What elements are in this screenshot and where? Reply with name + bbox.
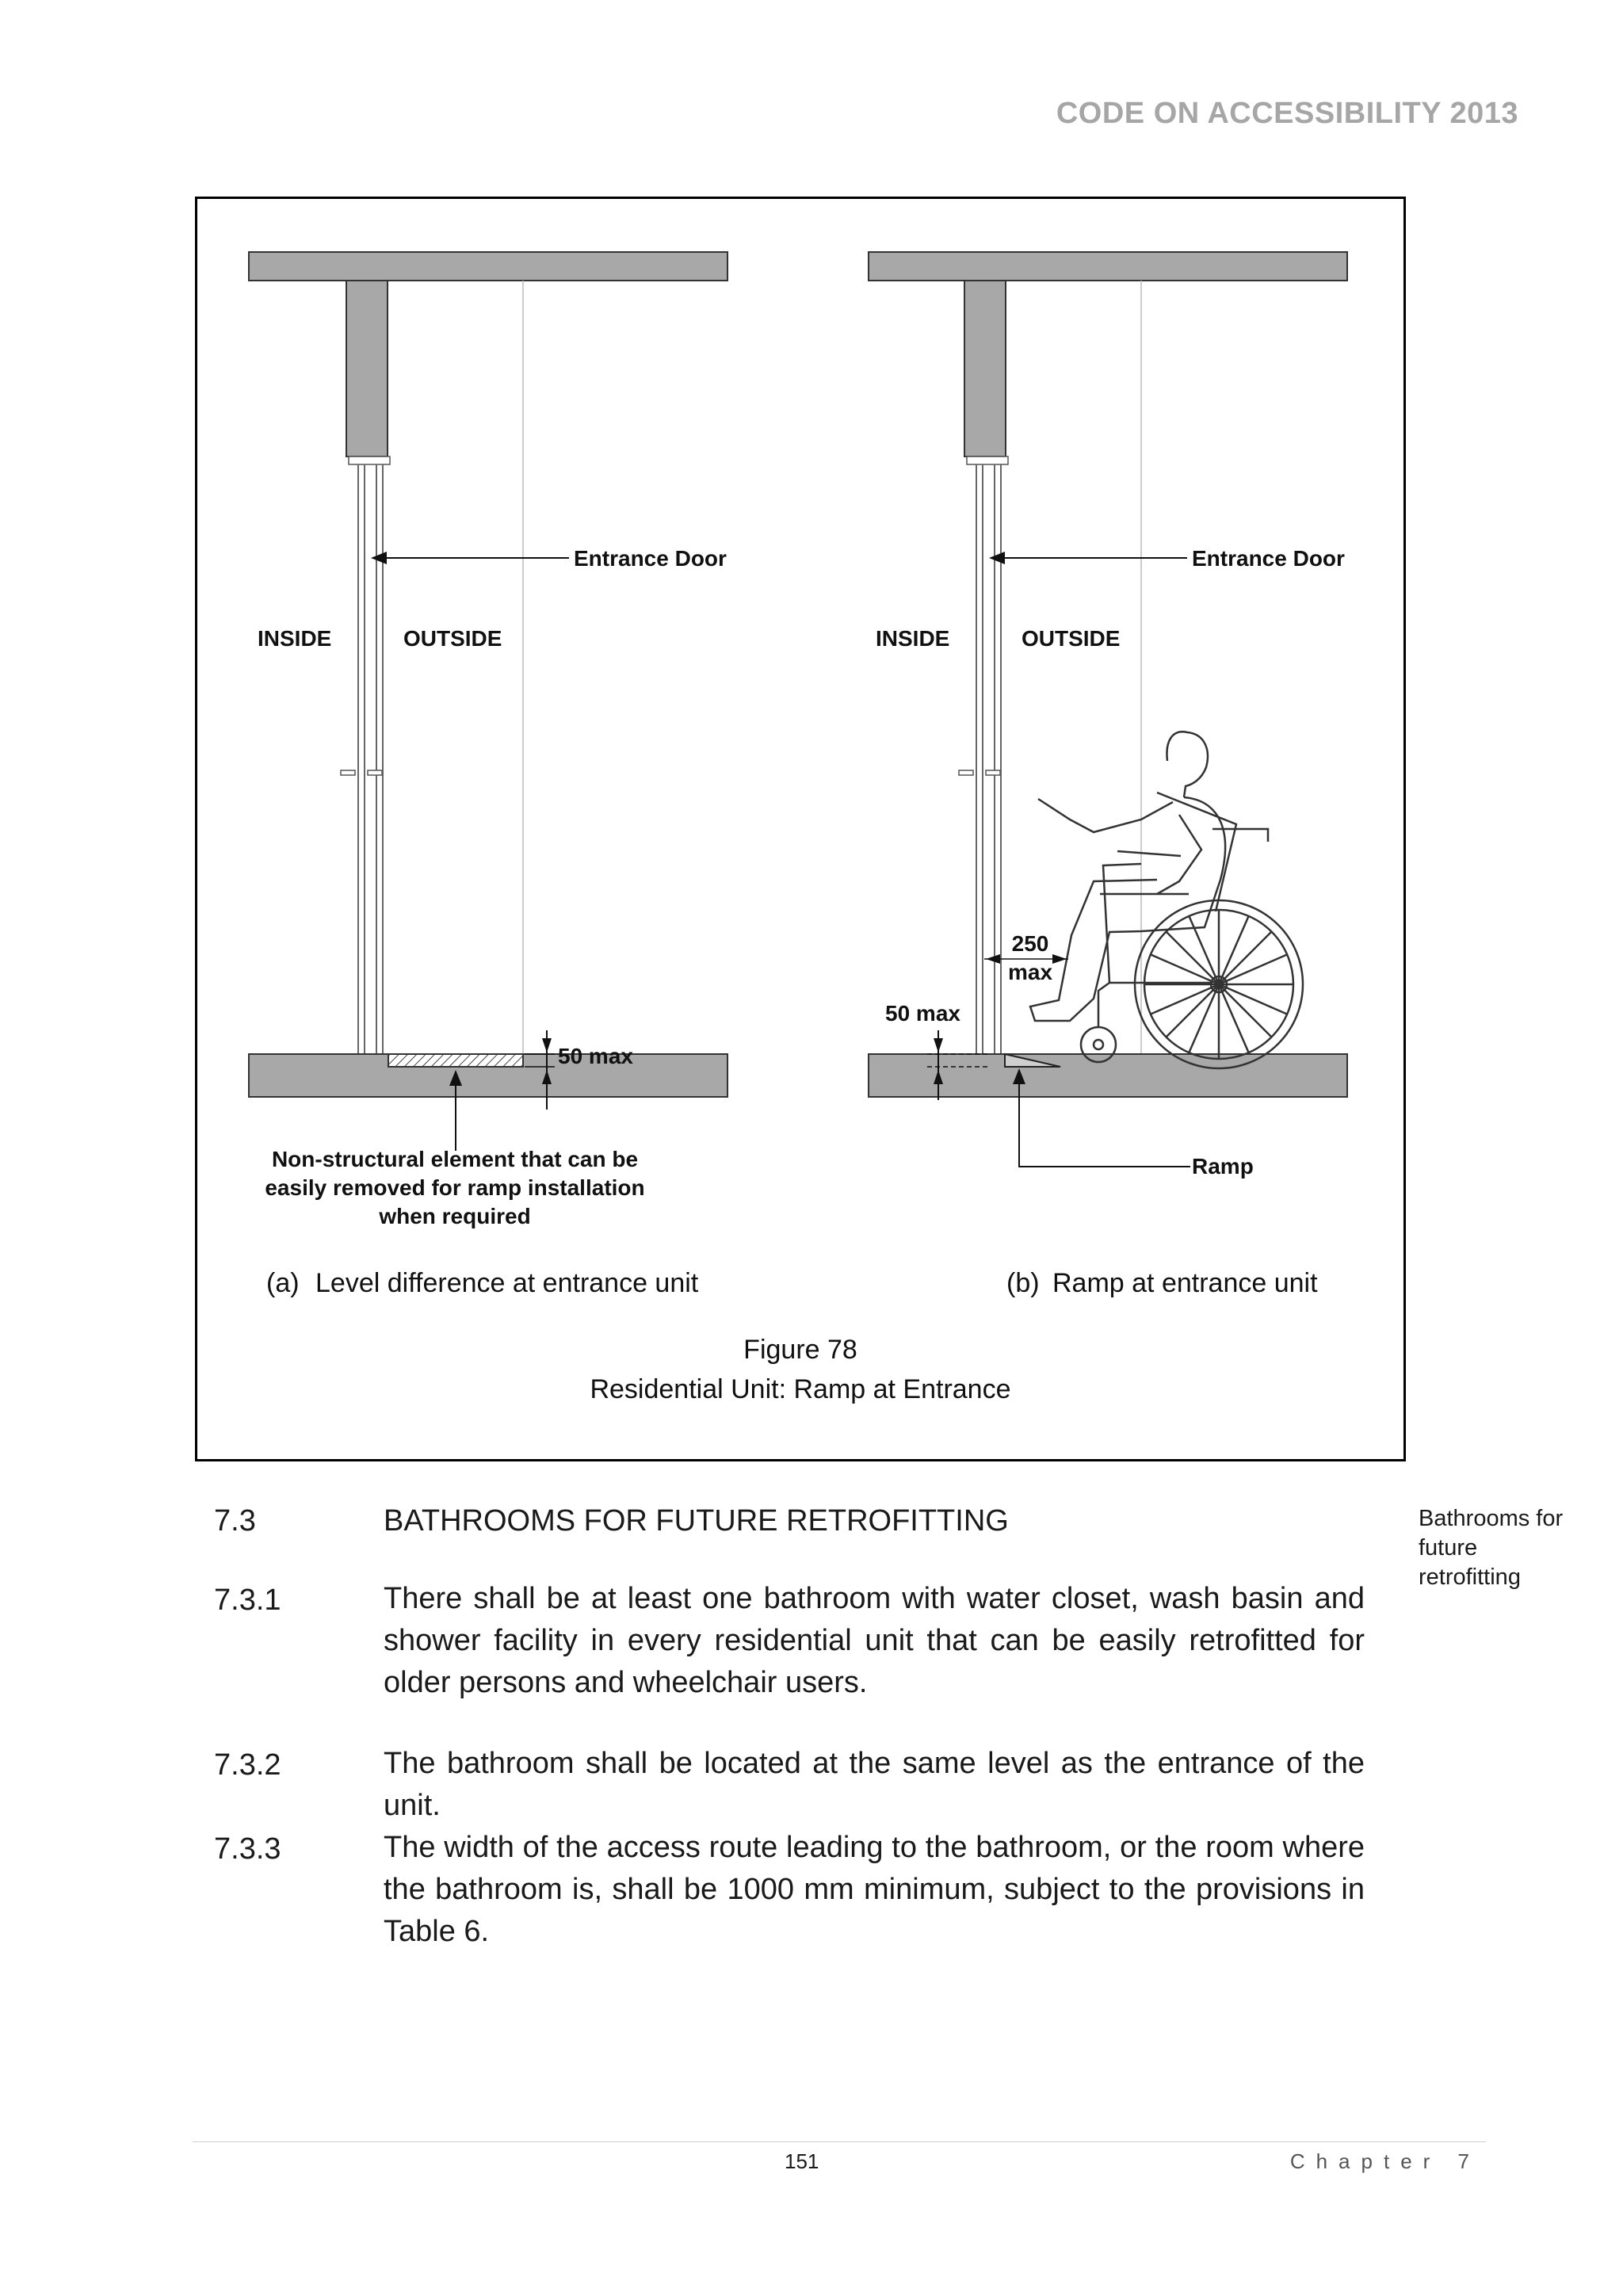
clause-text-7-3-1: There shall be at least one bathroom with water closet, wash basin and shower facility in every residential unit that can be easily retrofitted for older persons and wheelchair users.	[384, 1582, 1365, 1699]
wall-a	[346, 281, 388, 457]
margin-note-line-3: retrofitting	[1419, 1564, 1521, 1590]
header-title: CODE ON ACCESSIBILITY 2013	[1056, 97, 1518, 130]
label-inside-a: INSIDE	[258, 626, 332, 651]
entrance-door-b	[959, 464, 1001, 1054]
caption-a: Level difference at entrance unit	[315, 1268, 699, 1298]
ceiling-slab-b	[869, 252, 1347, 281]
label-250-top: 250	[1011, 931, 1049, 956]
clause-number-7-3-2: 7.3.2	[214, 1748, 281, 1782]
clause-number-7-3-1: 7.3.1	[214, 1584, 281, 1617]
removable-element	[388, 1054, 523, 1067]
page-number: 151	[785, 2149, 819, 2173]
label-outside-b: OUTSIDE	[1022, 626, 1121, 651]
label-entrance-door-a: Entrance Door	[574, 546, 727, 571]
floor-slab-b	[869, 1054, 1347, 1097]
clause-number-7-3-3: 7.3.3	[214, 1832, 281, 1866]
figure-number: Figure 78	[743, 1335, 857, 1365]
figure-title: Residential Unit: Ramp at Entrance	[590, 1374, 1011, 1404]
ceiling-slab-a	[249, 252, 727, 281]
section-number: 7.3	[214, 1504, 256, 1538]
margin-note-line-2: future	[1419, 1535, 1478, 1561]
note-line-1: Non-structural element that can be	[271, 1147, 639, 1171]
label-entrance-door-b: Entrance Door	[1192, 546, 1345, 571]
note-line-3: when required	[379, 1204, 531, 1228]
label-inside-b: INSIDE	[876, 626, 950, 651]
footer-rule	[193, 2141, 1486, 2142]
margin-note	[1419, 1504, 1593, 1592]
entrance-door-a	[341, 464, 383, 1054]
caption-b-marker: (b)	[1006, 1268, 1040, 1298]
wheelchair-user-figure	[1030, 732, 1303, 1068]
clause-text-7-3-2: The bathroom shall be located at the same level as the entrance of the unit.	[384, 1747, 1365, 1822]
label-50-max-b: 50 max	[885, 1001, 960, 1026]
section-title: BATHROOMS FOR FUTURE RETROFITTING	[384, 1504, 1009, 1538]
label-outside-a: OUTSIDE	[403, 626, 502, 651]
diagram-a	[249, 252, 727, 1228]
clause-text-7-3-3: The width of the access route leading to the bathroom, or the room where the bathroom is, shall be 1000 mm minimum, subject to the provisions in Table 6.	[384, 1831, 1365, 1948]
label-ramp: Ramp	[1192, 1154, 1254, 1179]
margin-note-line-1: Bathrooms for	[1419, 1506, 1564, 1531]
label-dimension-a: 50 max	[558, 1044, 633, 1068]
note-line-2: easily removed for ramp installation	[265, 1175, 645, 1200]
diagram-b	[869, 252, 1347, 1179]
wall-b	[964, 281, 1006, 457]
label-250-bottom: max	[1007, 960, 1053, 984]
caption-b: Ramp at entrance unit	[1052, 1268, 1318, 1298]
caption-a-marker: (a)	[266, 1268, 300, 1298]
chapter-label: Chapter 7	[1289, 2149, 1480, 2173]
